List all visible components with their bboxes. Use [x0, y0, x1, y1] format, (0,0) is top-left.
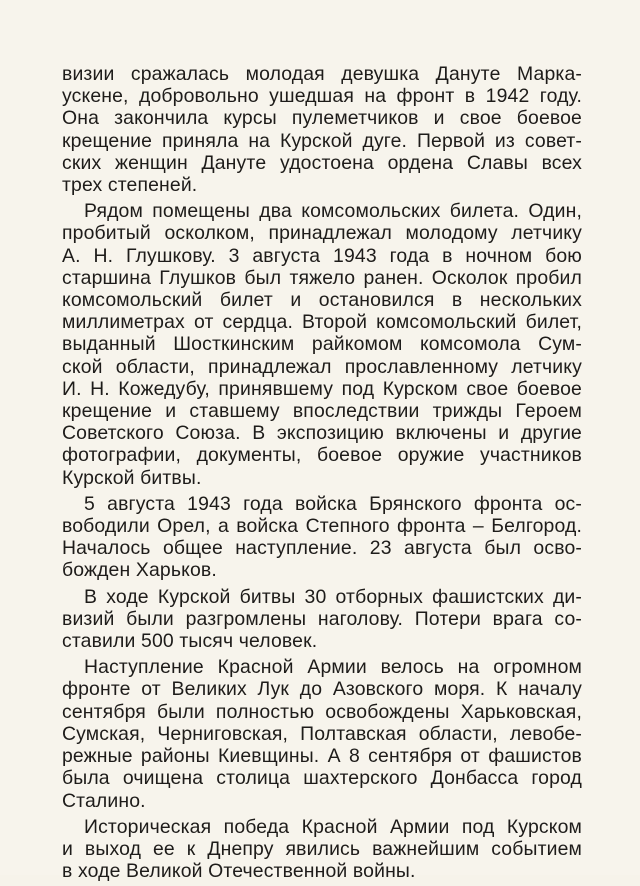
text-line: Рядом помещены два комсомольских билета. Один, — [84, 200, 582, 223]
text-line: И. Н. Кожедубу, принявшему под Курском свое боевое — [62, 377, 582, 400]
text-line: Историческая победа Красной Армии под Курском — [84, 815, 582, 838]
paragraph-3 — [62, 493, 582, 582]
text-line: крещение и ставшему впоследствии трижды Героем — [62, 400, 582, 423]
text-line: режные районы Киевщины. А 8 сентября от фашистов — [62, 745, 582, 768]
paragraph-1 — [62, 63, 582, 196]
text-line: Советского Союза. В экспозицию включены и другие — [62, 422, 582, 445]
text-line: пробитый осколком, принадлежал молодому летчику — [62, 222, 582, 245]
text-line: вободили Орел, а войска Степного фронта – Белгород. — [62, 515, 582, 538]
text-line: 5 августа 1943 года войска Брянского фронта ос- — [84, 492, 582, 515]
text-line: Началось общее наступление. 23 августа был осво- — [62, 537, 582, 560]
text-line: В ходе Курской битвы 30 отборных фашистских ди- — [84, 585, 582, 608]
text-line: визии сражалась молодая девушка Данутe Марка- — [62, 63, 582, 85]
text-line: миллиметрах от сердца. Второй комсомольский билет, — [62, 311, 582, 334]
text-line: визий были разгромлены наголову. Потери врага со- — [62, 607, 582, 630]
text-line: Она закончила курсы пулеметчиков и свое боевое — [62, 107, 582, 130]
text-line: Сталино. — [62, 789, 146, 812]
paragraph-2 — [62, 200, 582, 489]
text-line: Сумская, Черниговская, Полтавская области, левобе- — [62, 722, 582, 745]
text-line: выданный Шосткинским райкомом комсомола Сум- — [62, 333, 582, 356]
text-line: ускене, добровольно ушедшая на фронт в 1942 году. — [62, 85, 582, 108]
text-line: и выход ее к Днепру явились важнейшим событием — [62, 837, 582, 860]
text-line: Наступление Красной Армии велось на огромном — [84, 656, 582, 679]
text-line: ской области, принадлежал прославленному летчику — [62, 355, 582, 378]
text-line: трех степеней. — [62, 174, 198, 197]
text-line: старшина Глушков был тяжело ранен. Осколок пробил — [62, 266, 582, 289]
body-text — [62, 63, 582, 886]
text-line: крещение приняла на Курской дуге. Первой из совет- — [62, 129, 582, 152]
paragraph-6 — [62, 816, 582, 883]
text-line: ских женщин Данутe удостоена ордена Славы всех — [62, 151, 582, 174]
text-line: А. Н. Глушкову. 3 августа 1943 года в ночном бою — [62, 244, 582, 267]
text-line: в ходе Великой Отечественной войны. — [62, 860, 416, 883]
text-line: была очищена столица шахтерского Донбасса город — [62, 767, 582, 790]
paragraph-5 — [62, 656, 582, 811]
paragraph-4 — [62, 586, 582, 653]
text-line: Курской битвы. — [62, 466, 202, 489]
text-line: фронте от Великих Лук до Азовского моря. К началу — [62, 678, 582, 701]
text-line: фотографии, документы, боевое оружие участников — [62, 444, 582, 467]
text-line: сентября были полностью освобождены Харьковская, — [62, 700, 582, 723]
text-line: ставили 500 тысяч человек. — [62, 630, 318, 653]
text-line: комсомольский билет и остановился в нескольких — [62, 289, 582, 312]
text-line: божден Харьков. — [62, 559, 217, 582]
